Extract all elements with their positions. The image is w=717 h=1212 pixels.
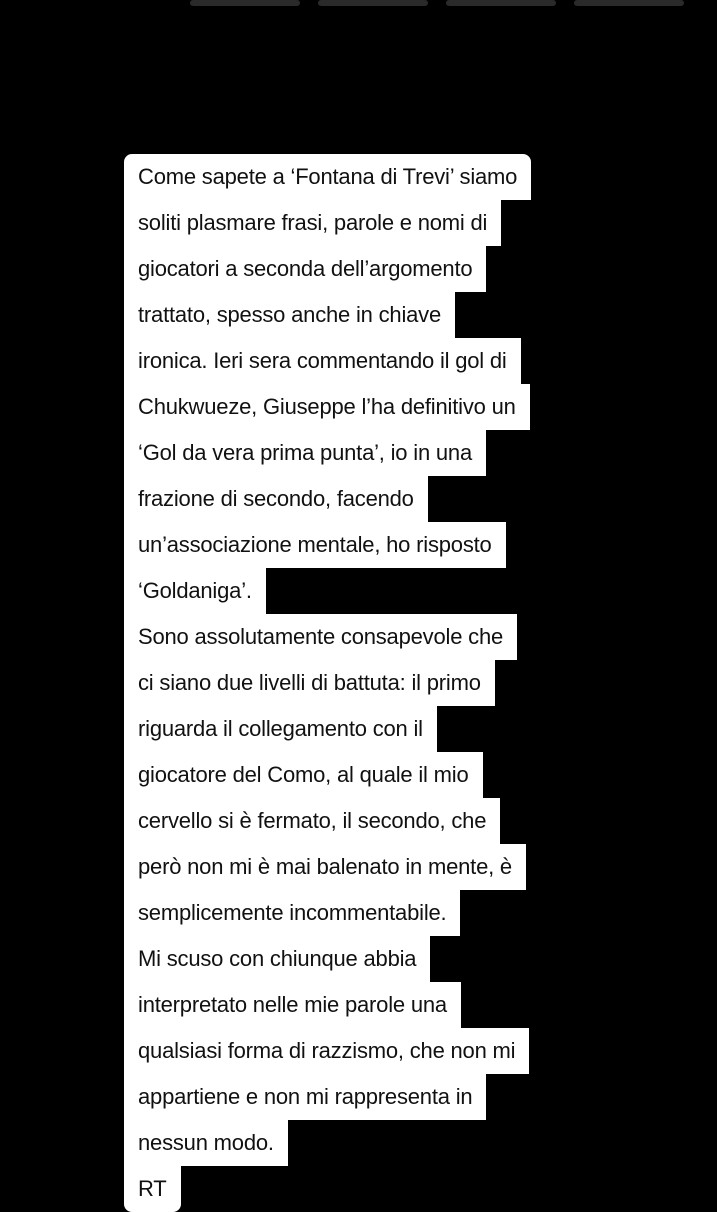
caption-line: giocatore del Como, al quale il mio	[124, 752, 483, 798]
caption-line: ci siano due livelli di battuta: il primo	[124, 660, 495, 706]
caption-line: qualsiasi forma di razzismo, che non mi	[124, 1028, 529, 1074]
caption-line: nessun modo.	[124, 1120, 288, 1166]
caption-line: appartiene e non mi rappresenta in	[124, 1074, 486, 1120]
caption-line: Mi scuso con chiunque abbia	[124, 936, 430, 982]
caption-line: giocatori a seconda dell’argomento	[124, 246, 486, 292]
caption-line: Come sapete a ‘Fontana di Trevi’ siamo	[124, 154, 531, 200]
story-progress-bar	[190, 0, 300, 6]
story-text-caption	[124, 154, 584, 1212]
caption-line: riguarda il collegamento con il	[124, 706, 437, 752]
caption-line: trattato, spesso anche in chiave	[124, 292, 455, 338]
caption-line: però non mi è mai balenato in mente, è	[124, 844, 526, 890]
caption-line: Sono assolutamente consapevole che	[124, 614, 517, 660]
caption-line: semplicemente incommentabile.	[124, 890, 460, 936]
caption-line: RT	[124, 1166, 181, 1212]
caption-line: un’associazione mentale, ho risposto	[124, 522, 506, 568]
caption-line: cervello si è fermato, il secondo, che	[124, 798, 500, 844]
story-progress-bar	[318, 0, 428, 6]
caption-line: ‘Gol da vera prima punta’, io in una	[124, 430, 486, 476]
caption-line: frazione di secondo, facendo	[124, 476, 428, 522]
story-progress-bar	[574, 0, 684, 6]
caption-line: interpretato nelle mie parole una	[124, 982, 461, 1028]
caption-line: Chukwueze, Giuseppe l’ha definitivo un	[124, 384, 530, 430]
caption-line: ironica. Ieri sera commentando il gol di	[124, 338, 521, 384]
story-progress-bar	[446, 0, 556, 6]
caption-line: ‘Goldaniga’.	[124, 568, 266, 614]
caption-line: soliti plasmare frasi, parole e nomi di	[124, 200, 501, 246]
